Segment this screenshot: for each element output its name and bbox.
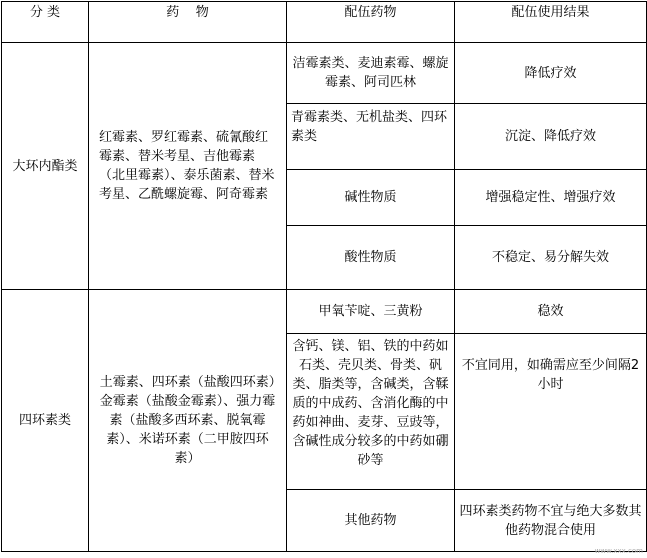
drug-list-cell: 土霉素、四环素（盐酸四环素）金霉素（盐酸金霉素）、强力霉素（盐酸多西环素、脱氧霉素）、米诺环素（二甲胺四环素）	[89, 290, 287, 552]
watermark: www.xxx.com	[595, 547, 643, 555]
combined-drug-cell: 青霉素类、无机盐类、四环素类	[287, 104, 455, 170]
header-drug: 药 物	[89, 2, 287, 43]
category-cell: 大环内酯类	[2, 43, 89, 290]
table-header-row	[2, 2, 647, 43]
combined-drug-cell: 其他药物	[287, 490, 455, 552]
result-cell: 增强稳定性、增强疗效	[455, 170, 647, 226]
combined-drug-cell: 碱性物质	[287, 170, 455, 226]
combined-drug-cell: 洁霉素类、麦迪素霉、螺旋霉素、阿司匹林	[287, 43, 455, 104]
header-result: 配伍使用结果	[455, 2, 647, 43]
combined-drug-cell: 含钙、镁、铝、铁的中药如石类、壳贝类、骨类、矾类、脂类等，含碱类，含鞣质的中成药、含消化酶的中药如神曲、麦芽、豆豉等，含碱性成分较多的中药如硼砂等	[287, 334, 455, 490]
category-cell: 四环素类	[2, 290, 89, 552]
drug-list-cell: 红霉素、罗红霉素、硫氰酸红霉素、替米考星、吉他霉素（北里霉素）、泰乐菌素、替米考星、乙酰螺旋霉、阿奇霉素	[89, 43, 287, 290]
table-row	[2, 290, 647, 334]
result-cell: 沉淀、降低疗效	[455, 104, 647, 170]
combined-drug-cell: 甲氧苄啶、三黄粉	[287, 290, 455, 334]
result-cell: 降低疗效	[455, 43, 647, 104]
drug-compatibility-table	[1, 1, 647, 552]
header-category: 分 类	[2, 2, 89, 43]
combined-drug-cell: 酸性物质	[287, 226, 455, 290]
result-cell: 不稳定、易分解失效	[455, 226, 647, 290]
result-cell: 不宜同用，如确需应至少间隔2小时	[455, 334, 647, 490]
header-combined-drug: 配伍药物	[287, 2, 455, 43]
result-cell: 四环素类药物不宜与绝大多数其他药物混合使用	[455, 490, 647, 552]
result-cell: 稳效	[455, 290, 647, 334]
table-row	[2, 43, 647, 104]
